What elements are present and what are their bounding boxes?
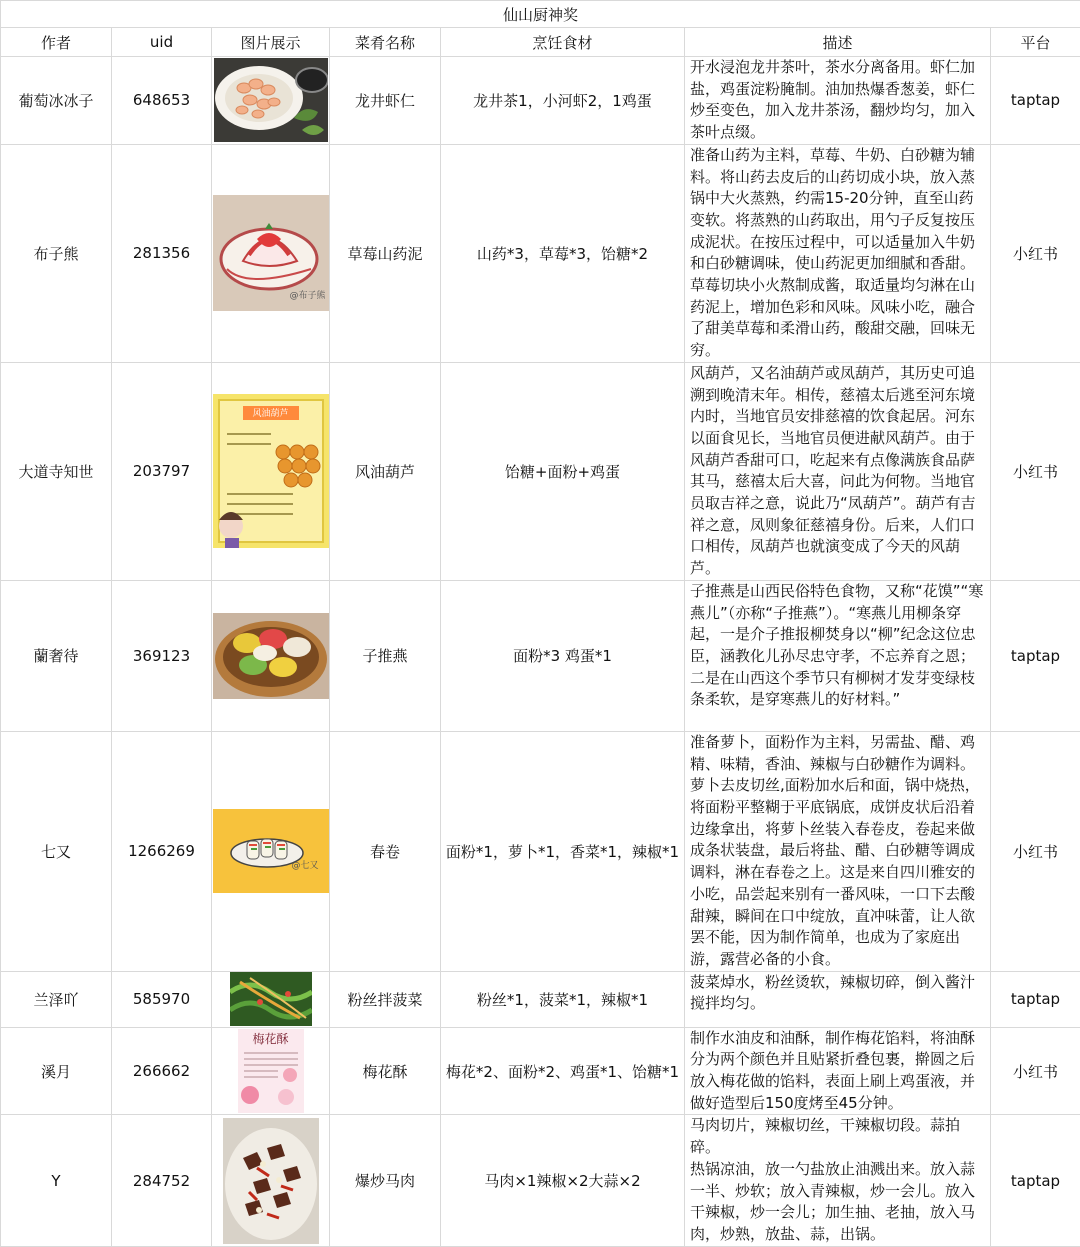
image-cell bbox=[212, 144, 330, 362]
header-platform: 平台 bbox=[991, 28, 1080, 57]
description-cell: 马肉切片，辣椒切丝，干辣椒切段。蒜拍碎。 热锅凉油，放一勺盐放止油溅出来。放入蒜一半、炒软；放入青辣椒，炒一会儿。放入干辣椒，炒一会儿；加生抽、老抽，放入马肉，炒熟，放盐、蒜，出锅。 bbox=[685, 1115, 991, 1246]
ingredients-cell: 面粉*3 鸡蛋*1 bbox=[441, 580, 685, 731]
ingredients-cell: 马肉×1辣椒×2大蒜×2 bbox=[441, 1115, 685, 1246]
table-row bbox=[1, 1027, 1080, 1115]
strawberry-yam-illustration-icon bbox=[213, 195, 329, 311]
author-cell: 葡萄冰冰子 bbox=[1, 57, 112, 145]
author-cell: 溪月 bbox=[1, 1027, 112, 1115]
header-image: 图片展示 bbox=[212, 28, 330, 57]
spinach-noodle-photo-icon bbox=[230, 972, 312, 1026]
description-cell: 制作水油皮和油酥，制作梅花馅料，将油酥分为两个颜色并且贴紧折叠包裹，擀圆之后放入梅花做的馅料，表面上刷上鸡蛋液，并做好造型后150度烤至45分钟。 bbox=[685, 1027, 991, 1115]
description-cell: 菠菜焯水，粉丝烫软，辣椒切碎，倒入酱汁搅拌均匀。 bbox=[685, 971, 991, 1027]
platform-cell: taptap bbox=[991, 57, 1080, 145]
header-uid: uid bbox=[112, 28, 212, 57]
platform-cell: 小红书 bbox=[991, 731, 1080, 971]
ingredients-cell: 梅花*2、面粉*2、鸡蛋*1、饴糖*1 bbox=[441, 1027, 685, 1115]
spring-roll-illustration-icon bbox=[213, 809, 329, 893]
uid-cell: 1266269 bbox=[112, 731, 212, 971]
author-cell: 七又 bbox=[1, 731, 112, 971]
table-row bbox=[1, 580, 1080, 731]
image-cell bbox=[212, 57, 330, 145]
table-title: 仙山厨神奖 bbox=[1, 1, 1080, 28]
uid-cell: 585970 bbox=[112, 971, 212, 1027]
ingredients-cell: 山药*3，草莓*3，饴糖*2 bbox=[441, 144, 685, 362]
image-cell bbox=[212, 1115, 330, 1246]
poster-title: 梅花酥 bbox=[238, 1030, 304, 1047]
ingredients-cell: 粉丝*1，菠菜*1，辣椒*1 bbox=[441, 971, 685, 1027]
dish-cell: 粉丝拌菠菜 bbox=[330, 971, 441, 1027]
table-row bbox=[1, 57, 1080, 145]
plum-pastry-poster-icon bbox=[238, 1029, 304, 1113]
table-row bbox=[1, 971, 1080, 1027]
image-cell bbox=[212, 580, 330, 731]
description-cell: 风葫芦，又名油葫芦或凤葫芦，其历史可追溯到晚清末年。相传，慈禧太后逃至河东境内时，当地官员安排慈禧的饮食起居。河东以面食见长，当地官员便进献风葫芦。由于风葫芦香甜可口，吃起来有点像满族食品萨其马，慈禧太后大喜，问此为何物。当地官员取吉祥之意，说此乃“凤葫芦”。葫芦有吉祥之意，凤则象征慈禧身份。后来，人们口口相传，凤葫芦也就演变成了今天的风葫芦。 bbox=[685, 362, 991, 580]
description-cell: 准备山药为主料，草莓、牛奶、白砂糖为辅料。将山药去皮后的山药切成小块，放入蒸锅中大火蒸熟，约需15-20分钟，直至山药变软。将蒸熟的山药取出，用勺子反复按压成泥状。在按压过程中，可以适量加入牛奶和白砂糖调味，使山药泥更加细腻和香甜。草莓切块小火熬制成酱，取适量均匀淋在山药泥上，增加色彩和风味。风味小吃，融合了甜美草莓和柔滑山药，酸甜交融，回味无穷。 bbox=[685, 144, 991, 362]
image-cell bbox=[212, 971, 330, 1027]
author-cell: 蘭奢待 bbox=[1, 580, 112, 731]
dish-cell: 春卷 bbox=[330, 731, 441, 971]
table-row bbox=[1, 144, 1080, 362]
image-cell bbox=[212, 731, 330, 971]
header-ingredients: 烹饪食材 bbox=[441, 28, 685, 57]
poster-title: 风油葫芦 bbox=[213, 406, 329, 419]
uid-cell: 369123 bbox=[112, 580, 212, 731]
table-row bbox=[1, 1115, 1080, 1246]
platform-cell: taptap bbox=[991, 1115, 1080, 1246]
author-cell: 布子熊 bbox=[1, 144, 112, 362]
zituiyan-basket-photo-icon bbox=[213, 613, 329, 699]
header-description: 描述 bbox=[685, 28, 991, 57]
dish-cell: 龙井虾仁 bbox=[330, 57, 441, 145]
platform-cell: taptap bbox=[991, 971, 1080, 1027]
image-watermark: @布子熊 bbox=[289, 288, 325, 301]
author-cell: Y bbox=[1, 1115, 112, 1246]
stir-fried-meat-photo-icon bbox=[223, 1118, 319, 1244]
table-row bbox=[1, 731, 1080, 971]
ingredients-cell: 面粉*1，萝卜*1，香菜*1，辣椒*1 bbox=[441, 731, 685, 971]
author-cell: 兰泽吖 bbox=[1, 971, 112, 1027]
dish-cell: 子推燕 bbox=[330, 580, 441, 731]
ingredients-cell: 龙井茶1，小河虾2，1鸡蛋 bbox=[441, 57, 685, 145]
header-row bbox=[1, 28, 1080, 57]
platform-cell: 小红书 bbox=[991, 362, 1080, 580]
shrimp-dish-photo-icon bbox=[214, 58, 328, 142]
dish-cell: 草莓山药泥 bbox=[330, 144, 441, 362]
uid-cell: 281356 bbox=[112, 144, 212, 362]
ingredients-cell: 饴糖+面粉+鸡蛋 bbox=[441, 362, 685, 580]
platform-cell: 小红书 bbox=[991, 144, 1080, 362]
author-cell: 大道寺知世 bbox=[1, 362, 112, 580]
dish-cell: 风油葫芦 bbox=[330, 362, 441, 580]
platform-cell: taptap bbox=[991, 580, 1080, 731]
description-cell: 开水浸泡龙井茶叶，茶水分离备用。虾仁加盐，鸡蛋淀粉腌制。油加热爆香葱姜，虾仁炒至变色，加入龙井茶汤，翻炒均匀，加入茶叶点缀。 bbox=[685, 57, 991, 145]
table-row bbox=[1, 362, 1080, 580]
description-cell: 子推燕是山西民俗特色食物，又称“花馍”“寒燕儿”（亦称“子推燕”）。“寒燕儿用柳条穿起，一是介子推报柳焚身以“柳”纪念这位忠臣，涵教化儿孙尽忠守孝，不忘养育之恩；二是在山西这个季节只有柳树才发芽变绿枝条柔软，是穿寒燕儿的好材料。” bbox=[685, 580, 991, 731]
image-cell bbox=[212, 362, 330, 580]
uid-cell: 648653 bbox=[112, 57, 212, 145]
image-watermark: @七又 bbox=[291, 858, 318, 871]
image-cell bbox=[212, 1027, 330, 1115]
uid-cell: 284752 bbox=[112, 1115, 212, 1246]
uid-cell: 266662 bbox=[112, 1027, 212, 1115]
description-cell: 准备萝卜，面粉作为主料，另需盐、醋、鸡精、味精，香油、辣椒与白砂糖作为调料。萝卜去皮切丝,面粉加水后和面，锅中烧热，将面粉平整糊于平底锅底，成饼皮状后沿着边缘拿出，将萝卜丝装入春卷皮，卷起来做成条状装盘，最后将盐、醋、白砂糖等调成调料，淋在春卷之上。这是来自四川雅安的小吃，品尝起来别有一番风味，一口下去酸甜辣，瞬间在口中绽放，直冲味蕾，让人欲罢不能，因为制作简单，也成为了家庭出游，露营必备的小食。 bbox=[685, 731, 991, 971]
uid-cell: 203797 bbox=[112, 362, 212, 580]
dish-cell: 梅花酥 bbox=[330, 1027, 441, 1115]
fengyou-hulu-poster-icon bbox=[213, 394, 329, 548]
header-dish: 菜肴名称 bbox=[330, 28, 441, 57]
platform-cell: 小红书 bbox=[991, 1027, 1080, 1115]
header-author: 作者 bbox=[1, 28, 112, 57]
dish-cell: 爆炒马肉 bbox=[330, 1115, 441, 1246]
